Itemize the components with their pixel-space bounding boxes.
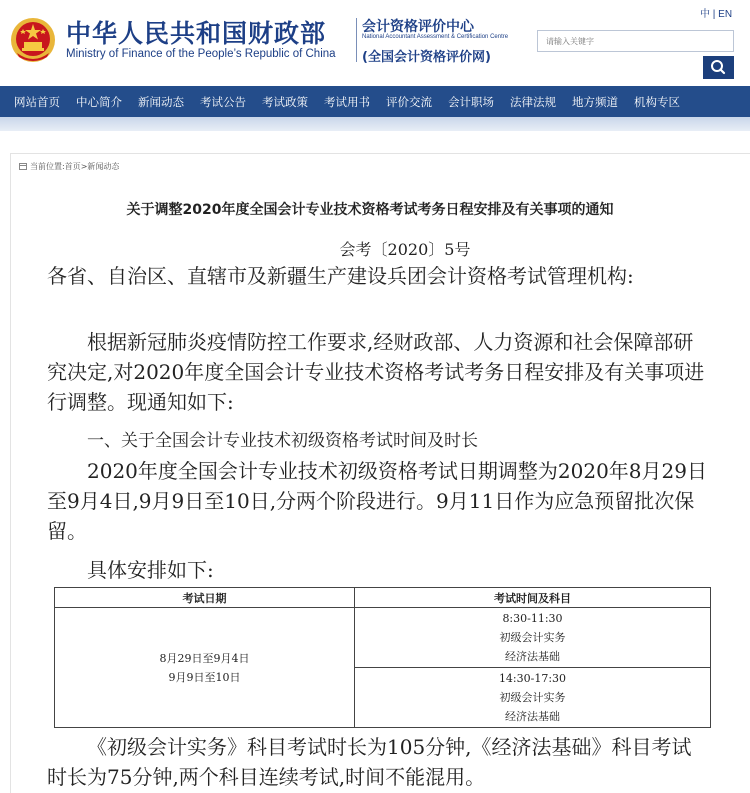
nav-item-about[interactable]: 中心简介 xyxy=(76,94,122,109)
breadcrumb-home-link[interactable]: 首页 xyxy=(64,162,81,171)
article-container xyxy=(10,153,750,793)
nav-shadow-band xyxy=(0,117,750,131)
table-row xyxy=(55,608,711,668)
nav-item-exam-notices[interactable]: 考试公告 xyxy=(200,94,246,109)
article-paragraph-3: 具体安排如下: xyxy=(87,558,214,582)
ministry-name-cn[interactable]: 中华人民共和国财政部 xyxy=(66,19,327,48)
table-cell-dates xyxy=(55,608,355,728)
header-divider xyxy=(356,18,357,62)
article-salutation: 各省、自治区、直辖市及新疆生产建设兵团会计资格考试管理机构: xyxy=(47,264,634,288)
breadcrumb-separator: > xyxy=(80,162,88,171)
center-name-en: National Accountant Assessment & Certification Centre xyxy=(362,34,509,40)
session-time: 8:30-11:30 xyxy=(502,612,563,625)
table-cell-session-afternoon xyxy=(355,668,711,728)
nav-item-news[interactable]: 新闻动态 xyxy=(138,94,184,109)
session-time: 14:30-17:30 xyxy=(498,672,567,685)
session-subject: 经济法基础 xyxy=(505,710,560,723)
exam-schedule-table xyxy=(54,587,711,728)
nav-item-home[interactable]: 网站首页 xyxy=(14,94,60,109)
site-header xyxy=(0,0,750,86)
main-nav xyxy=(0,86,750,117)
search-input[interactable] xyxy=(537,30,734,52)
table-cell-session-morning xyxy=(355,608,711,668)
table-header-session: 考试时间及科目 xyxy=(355,588,711,608)
session-subject: 经济法基础 xyxy=(505,650,560,663)
document-number: 会考〔2020〕5号 xyxy=(339,240,471,259)
search-icon xyxy=(703,56,734,79)
search-button[interactable] xyxy=(703,56,734,79)
table-header-date: 考试日期 xyxy=(55,588,355,608)
nav-item-laws[interactable]: 法律法规 xyxy=(510,94,556,109)
article-paragraph-4: 《初级会计实务》科目考试时长为105分钟,《经济法基础》科目考试时长为75分钟,两个科目连续考试,时间不能混用。 xyxy=(47,735,692,789)
article-paragraph-1: 根据新冠肺炎疫情防控工作要求,经财政部、人力资源和社会保障部研究决定,对2020年度全国会计专业技术资格考试考务日程安排及有关事项进行调整。现通知如下: xyxy=(47,330,705,414)
nav-item-local[interactable]: 地方频道 xyxy=(572,94,618,109)
center-subtitle[interactable]: (全国会计资格评价网) xyxy=(362,50,491,65)
lang-zh-link[interactable]: 中 xyxy=(700,9,710,20)
lang-en-link[interactable]: EN xyxy=(718,9,733,20)
nav-item-careers[interactable]: 会计职场 xyxy=(448,94,494,109)
table-date-line-1: 8月29日至9月4日 xyxy=(159,651,250,665)
nav-item-institutions[interactable]: 机构专区 xyxy=(634,94,680,109)
session-subject: 初级会计实务 xyxy=(499,631,566,644)
breadcrumb-current-link[interactable]: 新闻动态 xyxy=(87,162,120,171)
nav-item-exam-books[interactable]: 考试用书 xyxy=(324,94,370,109)
home-icon xyxy=(19,163,27,170)
table-header-row xyxy=(55,588,711,608)
language-switch xyxy=(700,5,732,20)
session-subject: 初级会计实务 xyxy=(499,691,566,704)
article-heading-1: 一、关于全国会计专业技术初级资格考试时间及时长 xyxy=(87,431,478,451)
article-paragraph-2: 2020年度全国会计专业技术初级资格考试日期调整为2020年8月29日至9月4日,9月9日至10日,分两个阶段进行。9月11日作为应急预留批次保留。 xyxy=(47,459,707,543)
national-emblem-icon xyxy=(10,15,56,65)
article-title: 关于调整2020年度全国会计专业技术资格考试考务日程安排及有关事项的通知 xyxy=(126,202,614,218)
table-date-line-2: 9月9日至10日 xyxy=(168,670,241,684)
center-name-cn[interactable]: 会计资格评价中心 xyxy=(362,19,474,35)
ministry-name-en[interactable]: Ministry of Finance of the People’s Republic of China xyxy=(66,48,336,60)
nav-item-exam-policy[interactable]: 考试政策 xyxy=(262,94,308,109)
breadcrumb xyxy=(19,161,119,172)
lang-separator: | xyxy=(710,9,719,20)
breadcrumb-prefix: 当前位置: xyxy=(30,162,65,171)
nav-item-exchange[interactable]: 评价交流 xyxy=(386,94,432,109)
